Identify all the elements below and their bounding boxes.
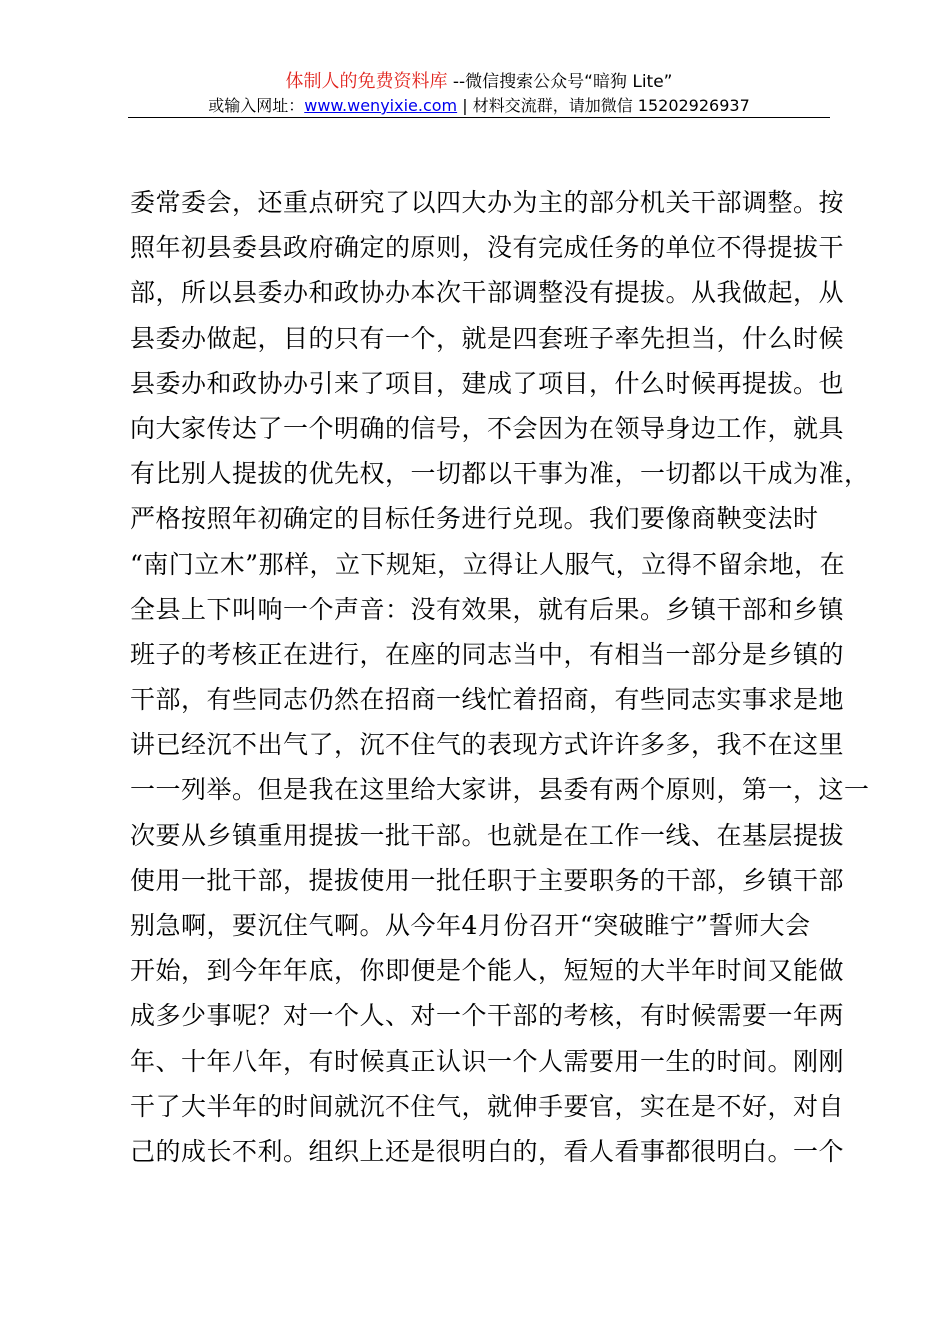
text-line: 次要从乡镇重用提拔一批干部。也就是在工作一线、在基层提拔 [130, 820, 845, 850]
text-line: 部，所以县委办和政协办本次干部调整没有提拔。从我做起，从 [130, 278, 845, 308]
text-line: 县委办做起，目的只有一个，就是四套班子率先担当，什么时候 [130, 323, 845, 353]
text-line: 年、十年八年，有时候真正认识一个人需要用一生的时间。刚刚 [130, 1046, 845, 1076]
text-line: 照年初县委县政府确定的原则，没有完成任务的单位不得提拔干 [130, 233, 845, 263]
text-line: 讲已经沉不出气了，沉不住气的表现方式许许多多，我不在这里 [130, 730, 845, 760]
text-line: 别急啊，要沉住气啊。从今年4月份召开“突破睢宁”誓师大会 [130, 911, 811, 940]
url-prefix: 或输入网址： [208, 96, 305, 115]
text-line: 使用一批干部，提拔使用一批任职于主要职务的干部，乡镇干部 [130, 865, 845, 895]
text-line: 严格按照年初确定的目标任务进行兑现。我们要像商鞅变法时 [130, 504, 819, 534]
text-line: 己的成长不利。组织上还是很明白的，看人看事都很明白。一个 [130, 1136, 845, 1166]
text-line: 向大家传达了一个明确的信号，不会因为在领导身边工作，就具 [130, 413, 845, 443]
text-line: 县委办和政协办引来了项目，建成了项目，什么时候再提拔。也 [130, 368, 845, 398]
text-line: 成多少事呢？对一个人、对一个干部的考核，有时候需要一年两 [130, 1001, 845, 1031]
text-line: 一一列举。但是我在这里给大家讲，县委有两个原则，第一，这一 [130, 775, 870, 805]
text-line: “南门立木”那样，立下规矩，立得让人服气，立得不留余地，在 [130, 549, 846, 579]
text-line: 开始，到今年年底，你即便是个能人，短短的大半年时间又能做 [130, 956, 845, 986]
text-line: 全县上下叫响一个声音：没有效果，就有后果。乡镇干部和乡镇 [130, 594, 845, 624]
text-line: 干了大半年的时间就沉不住气，就伸手要官，实在是不好，对自 [130, 1091, 845, 1121]
website-link[interactable]: www.wenyixie.com [304, 96, 458, 115]
header-slogan: --微信搜索公众号“暗狗 Lite” [447, 72, 673, 92]
text-line: 干部，有些同志仍然在招商一线忙着招商，有些同志实事求是地 [130, 685, 845, 715]
text-line: 有比别人提拔的优先权，一切都以干事为准，一切都以干成为准， [130, 459, 870, 489]
header-divider [128, 117, 830, 118]
document-body [130, 180, 870, 1174]
page-header [128, 70, 830, 118]
header-line-2 [128, 94, 830, 118]
text-line: 班子的考核正在进行，在座的同志当中，有相当一部分是乡镇的 [130, 639, 845, 669]
header-line-1 [128, 70, 830, 94]
text-line: 委常委会，还重点研究了以四大办为主的部分机关干部调整。按 [130, 188, 845, 217]
brand-title: 体制人的免费资料库 [285, 71, 448, 92]
contact-text: | 材料交流群，请加微信 15202926937 [457, 96, 750, 115]
